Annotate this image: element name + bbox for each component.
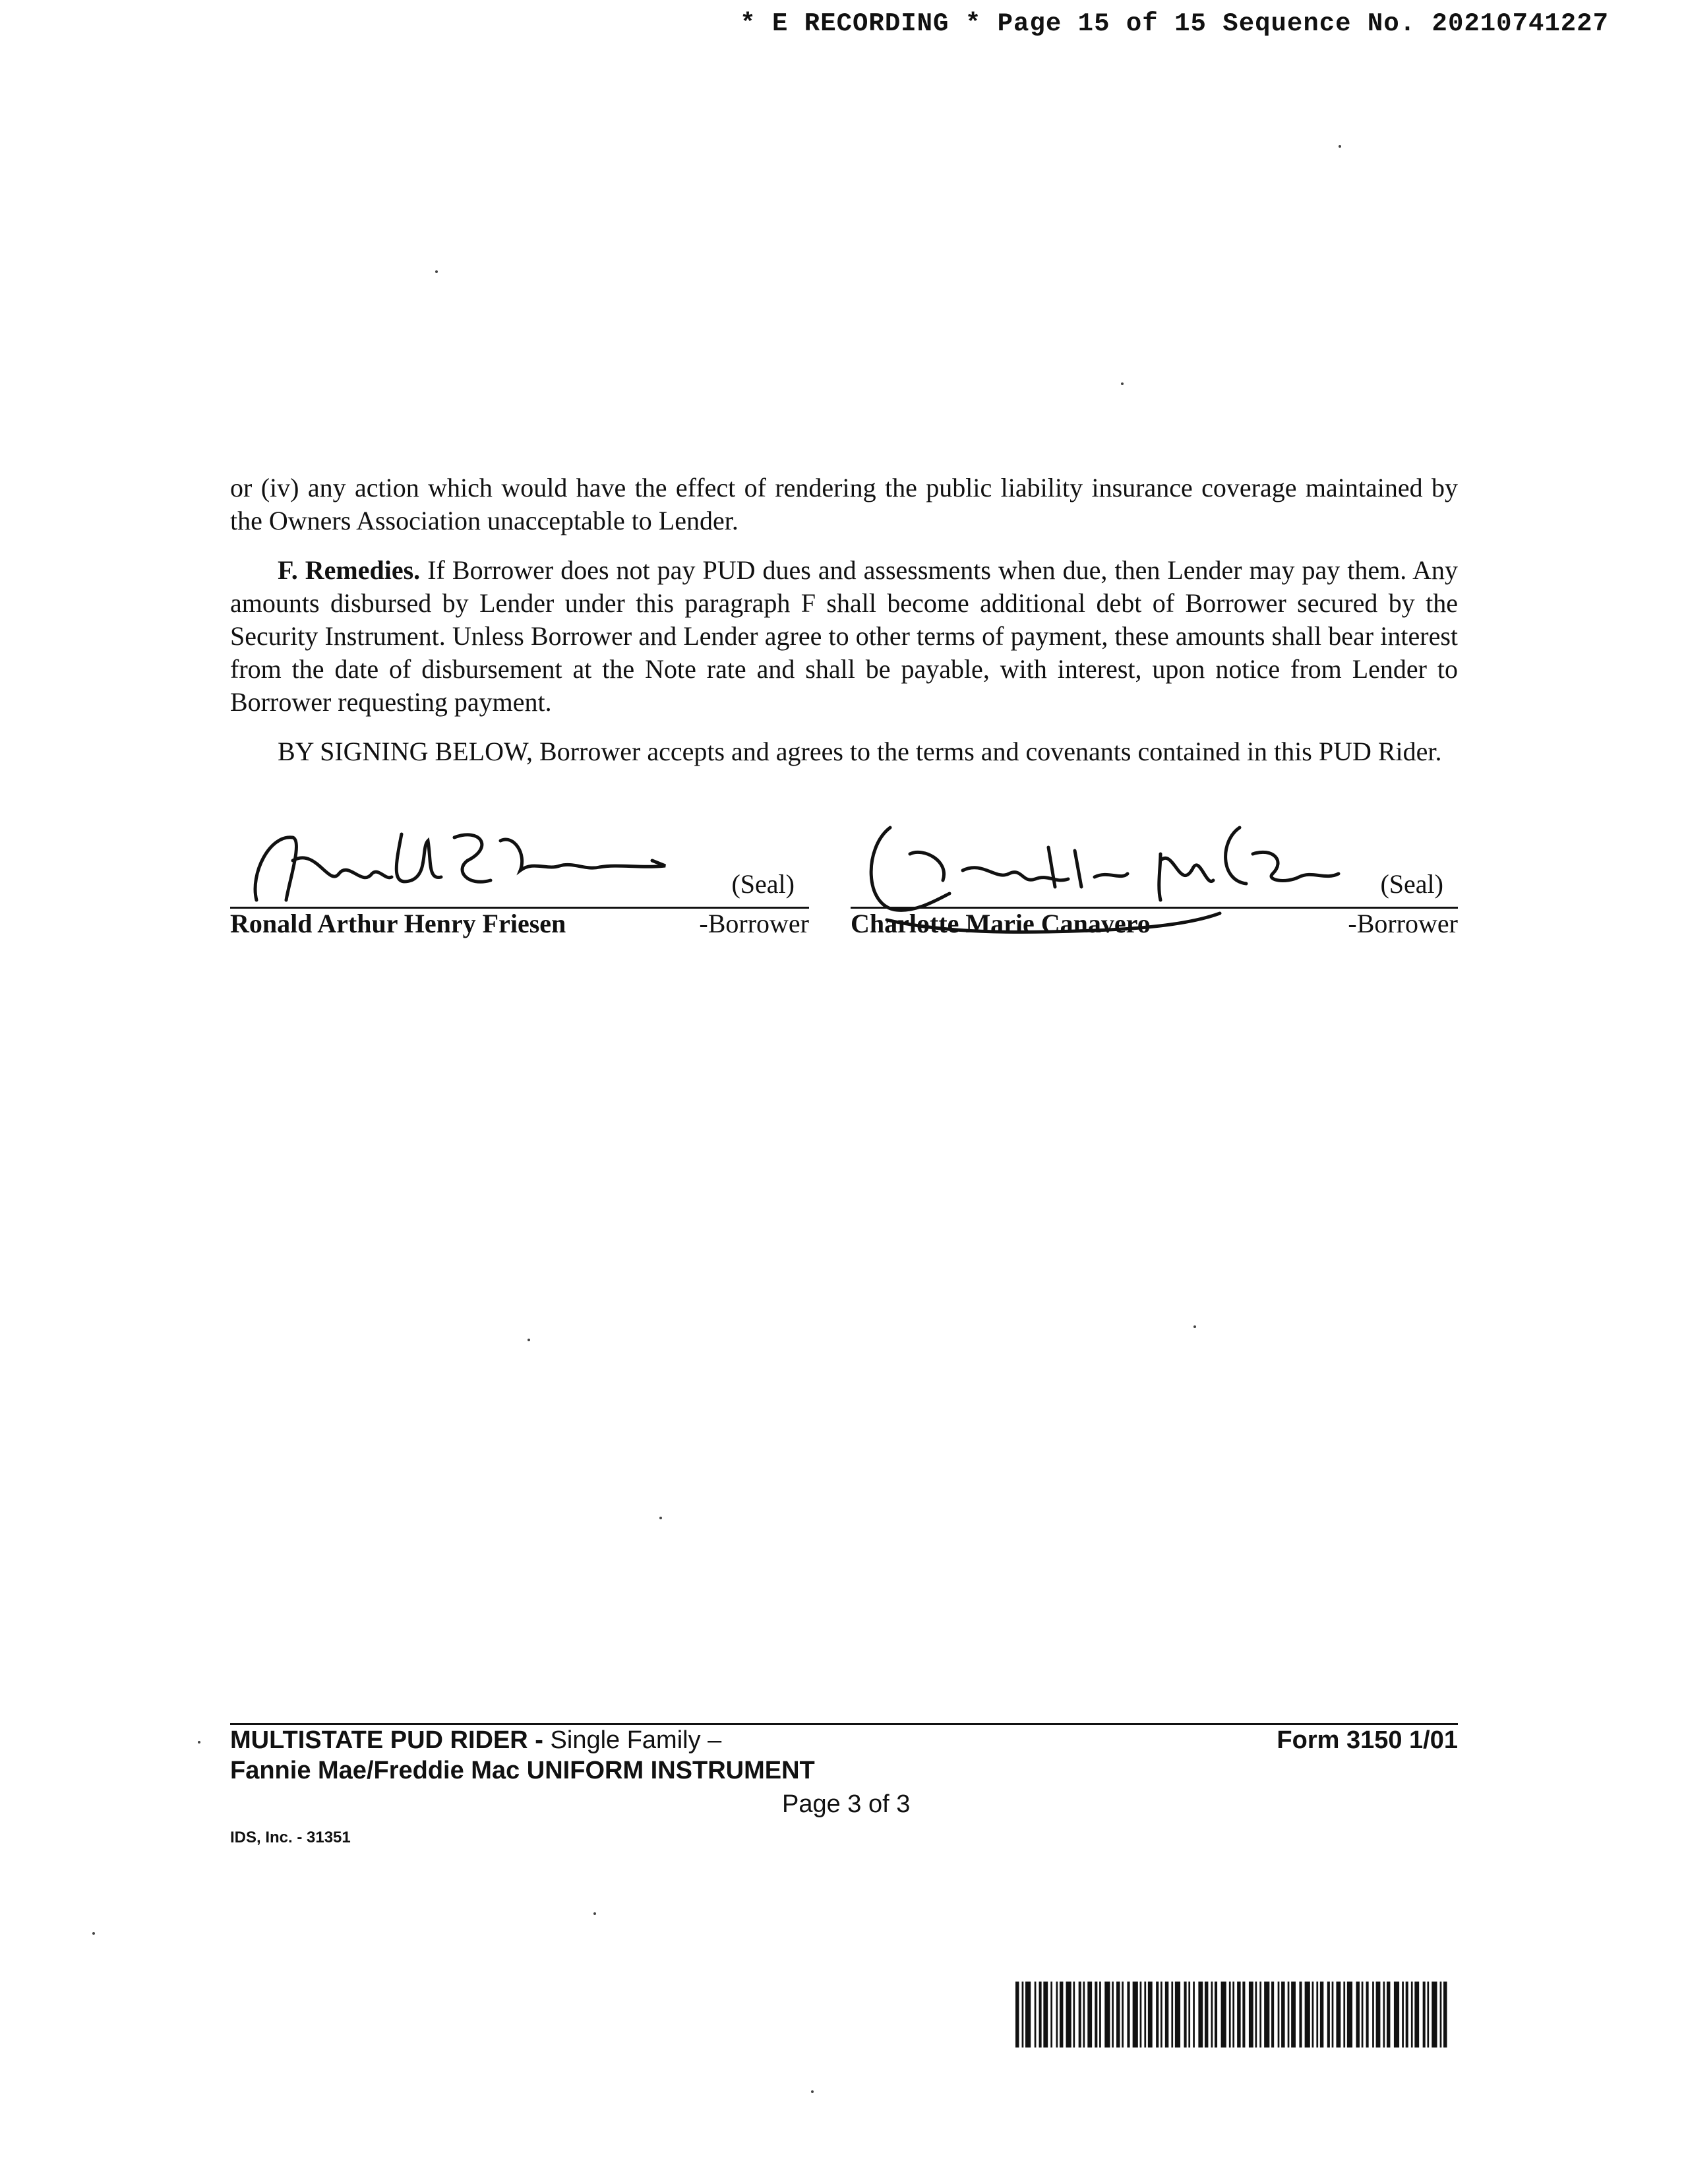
barcode-bar <box>1035 1982 1037 2048</box>
barcode-bar <box>1015 1982 1019 2048</box>
borrower-name-2: Charlotte Marie Canavero <box>851 909 1151 938</box>
barcode-bar <box>1255 1982 1257 2048</box>
barcode-bar <box>1366 1982 1369 2048</box>
paragraph-signing: BY SIGNING BELOW, Borrower accepts and agrees to the terms and covenants contained in this PUD Rider. <box>278 737 1442 766</box>
barcode-bar <box>1271 1982 1274 2048</box>
borrower-name-1: Ronald Arthur Henry Friesen <box>230 909 566 938</box>
barcode-bar <box>1116 1982 1120 2048</box>
barcode-bar <box>1122 1982 1124 2048</box>
barcode <box>1015 1982 1451 2048</box>
barcode-bar <box>1406 1982 1408 2048</box>
barcode-bar <box>1343 1982 1345 2048</box>
barcode-bar <box>1099 1982 1101 2048</box>
barcode-bar <box>1039 1982 1042 2048</box>
barcode-bar <box>1288 1982 1290 2048</box>
barcode-bar <box>1066 1982 1071 2048</box>
barcode-bar <box>1372 1982 1374 2048</box>
barcode-bar <box>1427 1982 1429 2048</box>
barcode-bar <box>1232 1982 1234 2048</box>
barcode-bar <box>1237 1982 1240 2048</box>
signature-block-borrower-1 <box>230 808 809 946</box>
barcode-bar <box>1144 1982 1146 2048</box>
barcode-bar <box>1281 1982 1284 2048</box>
footer-form-number: Form 3150 1/01 <box>1277 1726 1458 1754</box>
remedies-heading: F. Remedies. <box>278 555 421 585</box>
barcode-bar <box>1211 1982 1213 2048</box>
barcode-bar <box>1383 1982 1385 2048</box>
barcode-bar <box>1205 1982 1208 2048</box>
barcode-bar <box>1087 1982 1092 2048</box>
barcode-bar <box>1336 1982 1341 2048</box>
barcode-bar <box>1432 1982 1437 2048</box>
barcode-bar <box>1320 1982 1323 2048</box>
barcode-bar <box>1095 1982 1097 2048</box>
barcode-bar <box>1079 1982 1081 2048</box>
seal-label-1: (Seal) <box>731 869 795 899</box>
document-body <box>230 471 1458 785</box>
barcode-bar <box>1376 1982 1381 2048</box>
barcode-bar <box>1083 1982 1085 2048</box>
barcode-bar <box>1188 1982 1190 2048</box>
barcode-bar <box>1043 1982 1048 2048</box>
barcode-bar <box>1112 1982 1114 2048</box>
barcode-bar <box>1443 1982 1447 2048</box>
barcode-bar <box>1299 1982 1302 2048</box>
footer-title-rest: Single Family – <box>543 1726 722 1754</box>
borrower-role-1: -Borrower <box>699 909 809 938</box>
barcode-bar <box>1056 1982 1058 2048</box>
barcode-bar <box>1362 1982 1364 2048</box>
barcode-bar <box>1060 1982 1063 2048</box>
footer-title-bold: MULTISTATE PUD RIDER - <box>230 1726 543 1754</box>
barcode-bar <box>1229 1982 1231 2048</box>
barcode-bar <box>1259 1982 1261 2048</box>
barcode-bar <box>1316 1982 1318 2048</box>
barcode-bar <box>1414 1982 1419 2048</box>
barcode-bar <box>1140 1982 1142 2048</box>
barcode-bar <box>1242 1982 1245 2048</box>
barcode-bar <box>1312 1982 1314 2048</box>
barcode-bar <box>1156 1982 1159 2048</box>
barcode-bar <box>1264 1982 1269 2048</box>
barcode-bar <box>1165 1982 1168 2048</box>
barcode-bar <box>1104 1982 1110 2048</box>
paragraph-continuation: or (iv) any action which would have the effect of rendering the public liability insurance coverage maintained by the Owners Association unacceptable to Lender. <box>230 473 1458 535</box>
recording-header: * E RECORDING * Page 15 of 15 Sequence No. 20210741227 <box>740 9 1609 38</box>
handwritten-signature-1 <box>230 808 705 907</box>
barcode-bar <box>1356 1982 1360 2048</box>
barcode-bar <box>1160 1982 1162 2048</box>
scan-speck <box>198 1741 200 1744</box>
barcode-bar <box>1025 1982 1031 2048</box>
scan-speck <box>435 270 438 273</box>
barcode-bar <box>1193 1982 1195 2048</box>
footer-rule <box>230 1723 1458 1725</box>
barcode-bar <box>1278 1982 1280 2048</box>
borrower-role-2: -Borrower <box>1348 909 1458 938</box>
barcode-bar <box>1073 1982 1075 2048</box>
barcode-bar <box>1133 1982 1138 2048</box>
barcode-bar <box>1423 1982 1426 2048</box>
scan-speck <box>92 1932 95 1935</box>
barcode-bar <box>1215 1982 1217 2048</box>
barcode-bar <box>1327 1982 1330 2048</box>
barcode-bar <box>1221 1982 1226 2048</box>
barcode-bar <box>1411 1982 1413 2048</box>
barcode-bar <box>1148 1982 1153 2048</box>
scan-speck <box>659 1517 662 1519</box>
barcode-bar <box>1249 1982 1253 2048</box>
scan-speck <box>528 1339 530 1341</box>
barcode-bar <box>1440 1982 1442 2048</box>
barcode-bar <box>1050 1982 1052 2048</box>
scan-speck <box>1193 1325 1196 1328</box>
barcode-bar <box>1198 1982 1203 2048</box>
footer-ids-code: IDS, Inc. - 31351 <box>230 1829 351 1846</box>
barcode-bar <box>1305 1982 1310 2048</box>
footer-form-subtitle: Fannie Mae/Freddie Mac UNIFORM INSTRUMENT <box>230 1757 815 1784</box>
barcode-bar <box>1387 1982 1390 2048</box>
barcode-bar <box>1022 1982 1024 2048</box>
remedies-text: If Borrower does not pay PUD dues and assessments when due, then Lender may pay them. Any amounts disbursed by Lender under this paragraph F shall become additional debt of Borrower secured by the Security Instrument. Unless Borrower and Lender agree to other terms of payment, these amounts shall bear interest from the date of disbursement at the Note rate and shall be payable, with interest, upon notice from Lender to Borrower requesting payment. <box>230 555 1459 717</box>
paragraph-remedies <box>230 554 1458 719</box>
scan-speck <box>1339 145 1341 148</box>
footer-form-title <box>230 1726 721 1755</box>
signature-block-borrower-2 <box>851 808 1458 946</box>
scan-speck <box>1121 382 1124 385</box>
scan-speck <box>811 2090 814 2093</box>
barcode-bar <box>1184 1982 1187 2048</box>
barcode-bar <box>1127 1982 1130 2048</box>
barcode-bar <box>1402 1982 1404 2048</box>
scan-speck <box>593 1912 596 1915</box>
barcode-bar <box>1171 1982 1173 2048</box>
barcode-bar <box>1175 1982 1180 2048</box>
barcode-bar <box>1291 1982 1296 2048</box>
barcode-bar <box>1394 1982 1399 2048</box>
seal-label-2: (Seal) <box>1380 869 1443 899</box>
barcode-bar <box>1332 1982 1334 2048</box>
barcode-bar <box>1347 1982 1352 2048</box>
footer-page-number: Page 3 of 3 <box>782 1790 911 1818</box>
